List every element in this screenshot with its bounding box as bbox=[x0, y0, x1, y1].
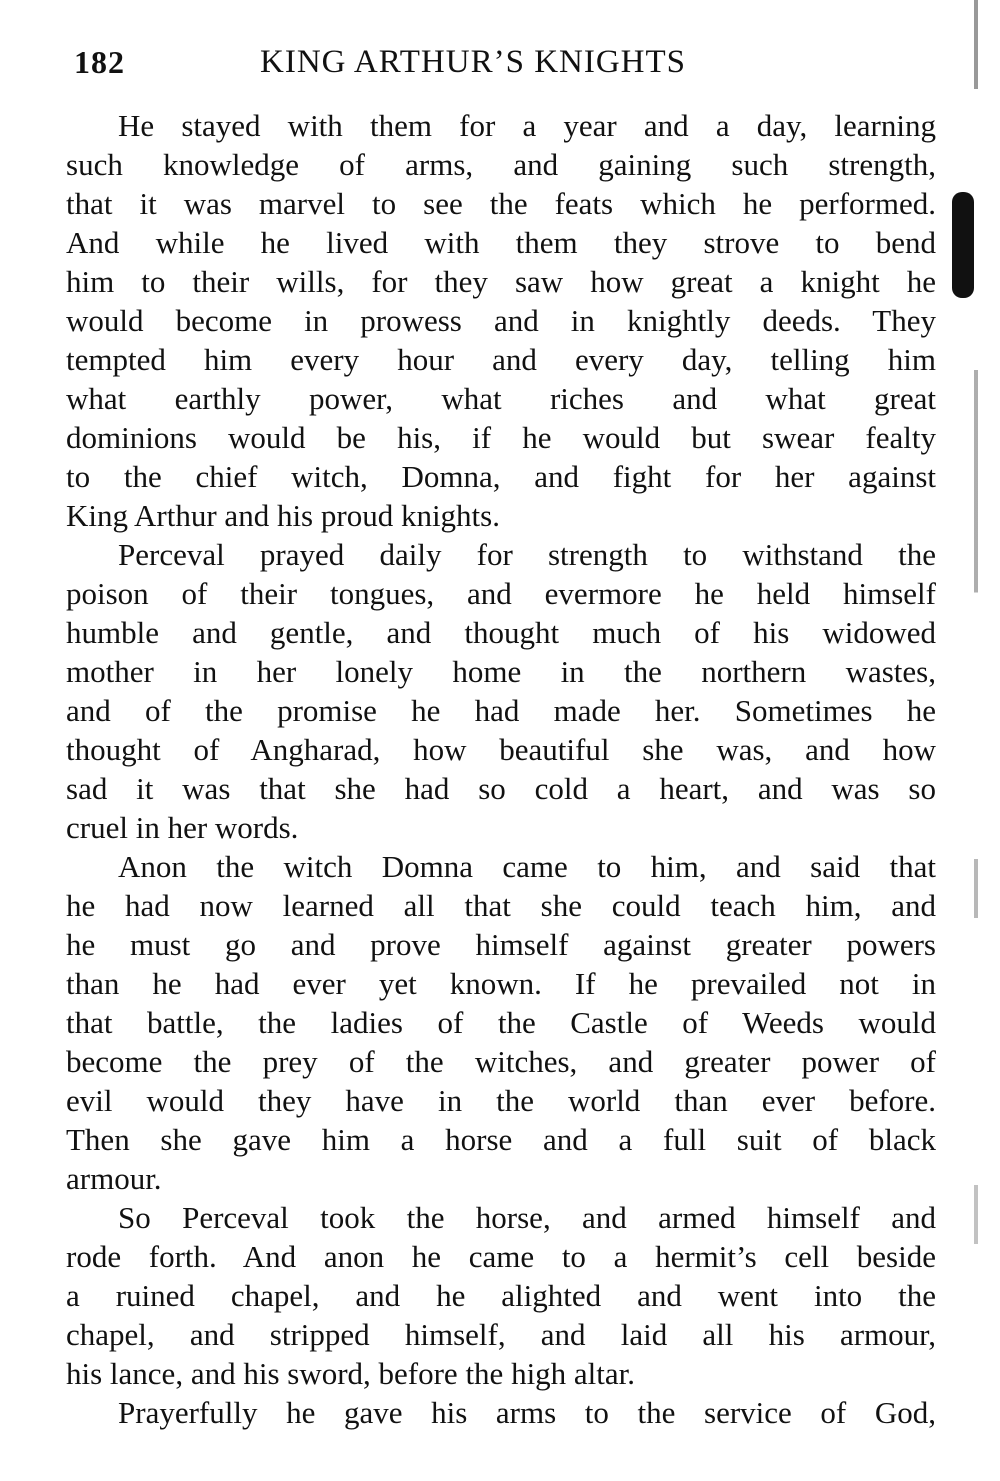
text-line: that it was marvel to see the feats which he performed. bbox=[66, 186, 936, 221]
text-line: such knowledge of arms, and gaining such strength, bbox=[66, 147, 936, 182]
text-line: So Perceval took the horse, and armed himself and bbox=[118, 1200, 936, 1235]
text-line: would become in prowess and in knightly deeds. They bbox=[66, 303, 936, 338]
text-line: mother in her lonely home in the northern wastes, bbox=[66, 654, 936, 689]
text-line: tempted him every hour and every day, telling him bbox=[66, 342, 936, 377]
text-line: become the prey of the witches, and greater power of bbox=[66, 1044, 936, 1079]
text-line: sad it was that she had so cold a heart, and was so bbox=[66, 771, 936, 806]
scan-edge-artifact bbox=[974, 0, 978, 1481]
text-line: to the chief witch, Domna, and fight for her against bbox=[66, 459, 936, 494]
running-head bbox=[74, 44, 954, 88]
ink-blot-artifact bbox=[952, 192, 974, 298]
text-line: armour. bbox=[66, 1161, 162, 1196]
text-line: Then she gave him a horse and a full suit of black bbox=[66, 1122, 936, 1157]
text-line: humble and gentle, and thought much of his widowed bbox=[66, 615, 936, 650]
text-line: And while he lived with them they strove to bend bbox=[66, 225, 936, 260]
text-line: King Arthur and his proud knights. bbox=[66, 498, 500, 533]
text-line: his lance, and his sword, before the high altar. bbox=[66, 1356, 636, 1391]
running-title: KING ARTHUR’S KNIGHTS bbox=[260, 44, 687, 80]
text-line: Perceval prayed daily for strength to withstand the bbox=[118, 537, 936, 572]
text-line: thought of Angharad, how beautiful she was, and how bbox=[66, 732, 936, 767]
text-line: him to their wills, for they saw how great a knight he bbox=[66, 264, 936, 299]
text-line: he had now learned all that she could teach him, and bbox=[66, 888, 936, 923]
text-line: a ruined chapel, and he alighted and went into the bbox=[66, 1278, 936, 1313]
body-text bbox=[66, 106, 936, 1432]
text-line: and of the promise he had made her. Sometimes he bbox=[66, 693, 936, 728]
text-line: rode forth. And anon he came to a hermit’s cell beside bbox=[66, 1239, 936, 1274]
page-number: 182 bbox=[74, 44, 125, 80]
text-line: what earthly power, what riches and what great bbox=[66, 381, 936, 416]
text-line: that battle, the ladies of the Castle of Weeds would bbox=[66, 1005, 936, 1040]
text-line: evil would they have in the world than ever before. bbox=[66, 1083, 936, 1118]
text-line: than he had ever yet known. If he prevailed not in bbox=[66, 966, 936, 1001]
text-line: He stayed with them for a year and a day, learning bbox=[118, 108, 936, 143]
text-line: poison of their tongues, and evermore he held himself bbox=[66, 576, 936, 611]
text-line: he must go and prove himself against greater powers bbox=[66, 927, 936, 962]
text-line: Prayerfully he gave his arms to the service of God, bbox=[118, 1395, 936, 1430]
text-line: chapel, and stripped himself, and laid all his armour, bbox=[66, 1317, 936, 1352]
text-line: dominions would be his, if he would but swear fealty bbox=[66, 420, 936, 455]
text-line: cruel in her words. bbox=[66, 810, 299, 845]
text-line: Anon the witch Domna came to him, and said that bbox=[118, 849, 936, 884]
